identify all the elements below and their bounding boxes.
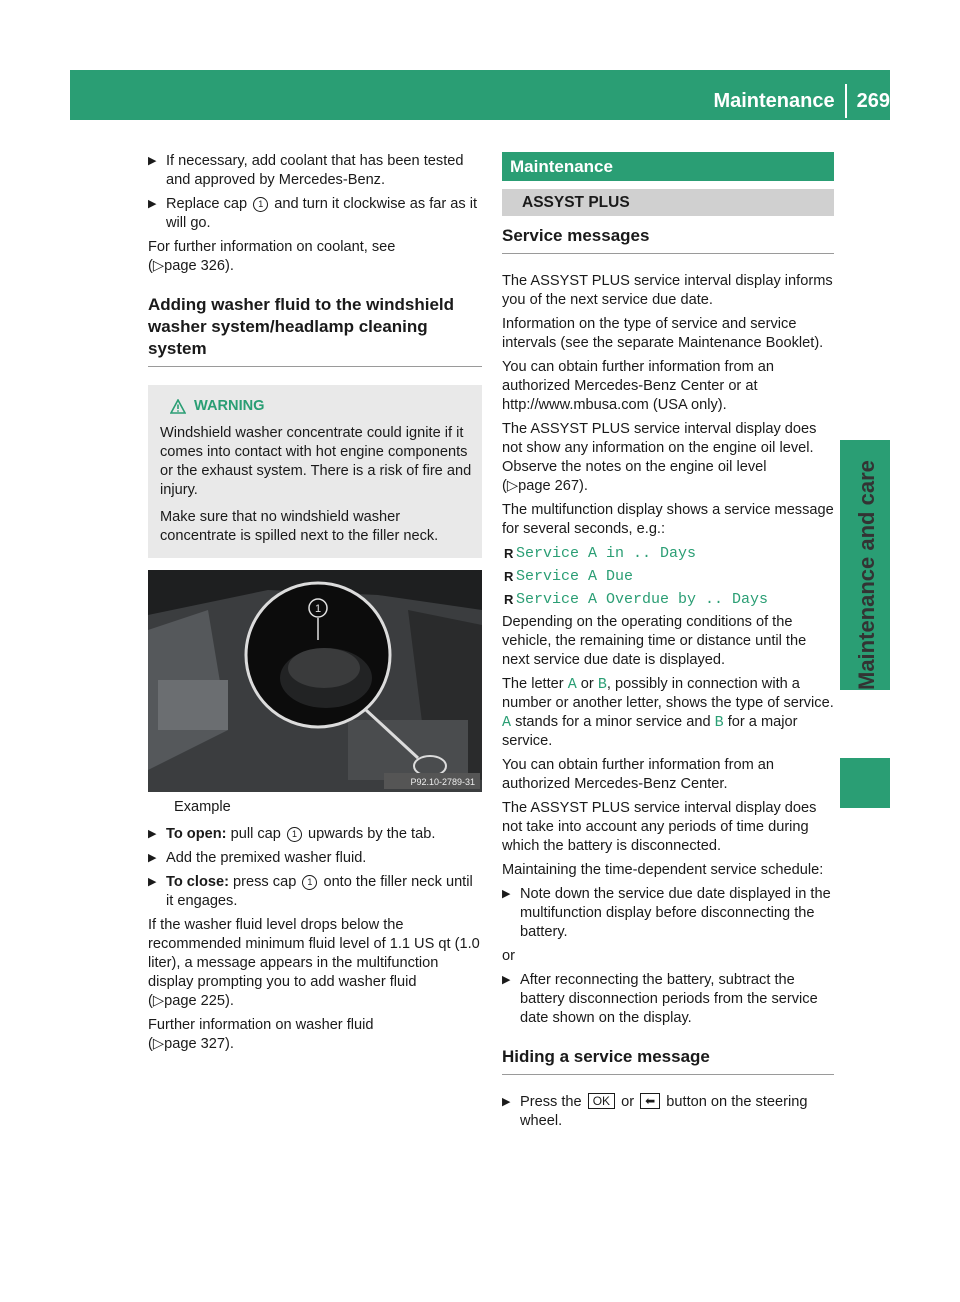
step-text: pull cap [230, 826, 281, 842]
instruction-step [502, 971, 834, 1028]
subsection-banner: ASSYST PLUS [502, 189, 834, 216]
paragraph-text: or [580, 676, 594, 692]
page-ref-icon: ▷ [152, 1036, 165, 1052]
paragraph: Information on the type of service and service intervals (see the separate Maintenance Booklet). [502, 316, 824, 351]
paragraph-text: , possibly in connection with a number or another letter, shows the type of service. [502, 676, 834, 711]
arrow-icon: ▶ [502, 888, 511, 900]
step-label: To open: [166, 826, 227, 842]
instruction-step [148, 195, 482, 233]
divider [502, 1074, 834, 1075]
instruction-step [502, 1093, 834, 1131]
step-text: and turn it clockwise as far as it will go. [166, 196, 478, 231]
paragraph-text: for a major service. [502, 714, 798, 749]
step-text: Note down the service due date displayed in the multifunction display before disconnecting the battery. [520, 886, 831, 940]
section-banner: Maintenance [502, 152, 834, 181]
header-title: Maintenance [713, 90, 835, 112]
paragraph-text: The letter [502, 676, 564, 692]
arrow-icon: ▶ [502, 1096, 511, 1108]
engine-bay-photo [148, 570, 482, 792]
side-tab-marker [840, 758, 890, 808]
paragraph: You can obtain further information from an authorized Mercedes-Benz Center. [502, 757, 775, 792]
paragraph-text: The ASSYST PLUS service interval display does not show any information on the engine oil level. Observe the notes on the engine oil level [502, 421, 817, 475]
callout-1-icon: 1 [287, 827, 302, 842]
arrow-icon: ▶ [502, 974, 511, 986]
page-number: 269 [856, 90, 890, 112]
display-letter: B [714, 714, 724, 731]
warning-text: Windshield washer concentrate could ignite if it comes into contact with hot engine components or the exhaust system. There is a risk of fire and injury. [160, 425, 472, 498]
left-column [148, 152, 482, 1059]
section-heading: Adding washer fluid to the windshield washer system/headlamp cleaning system [148, 295, 454, 358]
paragraph: The ASSYST PLUS service interval display does not take into account any periods of time during which the battery is disconnected. [502, 800, 817, 854]
warning-icon [170, 399, 186, 414]
arrow-icon: ▶ [148, 155, 157, 167]
paragraph: or [502, 948, 515, 964]
instruction-step [148, 825, 482, 844]
further-info: Further information on washer fluid (▷page 327). [148, 1017, 374, 1052]
right-column [502, 152, 834, 1136]
ok-key: OK [588, 1093, 615, 1109]
callout-1-icon: 1 [302, 875, 317, 890]
page-ref-icon: ▷ [506, 478, 519, 494]
arrow-icon: ▶ [148, 828, 157, 840]
step-text: onto the filler neck until it engages. [166, 874, 473, 909]
coolant-reference: For further information on coolant, see (▷page 326). [148, 239, 396, 274]
instruction-step [148, 152, 482, 190]
page-ref-icon: ▷ [152, 258, 165, 274]
bullet-icon: R [504, 592, 514, 607]
page-link[interactable]: page 225). [164, 993, 234, 1009]
step-text: Replace cap [166, 196, 248, 212]
paragraph: You can obtain further information from an authorized Mercedes-Benz Center or at http://www.mbusa.com (USA only). [502, 359, 775, 413]
step-text: If necessary, add coolant that has been tested and approved by Mercedes-Benz. [166, 153, 464, 188]
step-text: Add the premixed washer fluid. [166, 850, 367, 866]
step-text: After reconnecting the battery, subtract the battery disconnection periods from the service date shown on the display. [520, 972, 818, 1026]
list-item [502, 567, 834, 586]
display-message: Service A Due [516, 568, 634, 585]
step-text: button on the steering wheel. [520, 1094, 808, 1129]
image-code: P92.10-2789-31 [410, 777, 475, 787]
paragraph [502, 675, 834, 751]
warning-text: Make sure that no windshield washer concentrate is spilled next to the filler neck. [160, 509, 439, 544]
bullet-icon: R [504, 569, 514, 584]
page-link[interactable]: page 267). [518, 478, 588, 494]
image-caption: Example [174, 799, 231, 815]
paragraph: The multifunction display shows a service message for several seconds, e.g.: [502, 502, 834, 537]
arrow-icon: ▶ [148, 198, 157, 210]
paragraph: The ASSYST PLUS service interval display informs you of the next service due date. [502, 273, 833, 308]
display-message: Service A in .. Days [516, 545, 697, 562]
list-item [502, 544, 834, 563]
paragraph-text: stands for a minor service and [515, 714, 711, 730]
instruction-step [502, 885, 834, 942]
warning-box [148, 385, 482, 558]
header-separator [845, 84, 847, 118]
section-heading: Hiding a service message [502, 1047, 710, 1066]
bullet-icon: R [504, 546, 514, 561]
warning-label: WARNING [194, 398, 265, 414]
paragraph: Depending on the operating conditions of the vehicle, the remaining time or distance until the next service due date is displayed. [502, 614, 807, 668]
step-text: or [621, 1094, 635, 1110]
divider [148, 366, 482, 367]
header [713, 86, 890, 116]
instruction-step [148, 849, 482, 868]
arrow-icon: ▶ [148, 876, 157, 888]
display-message: Service A Overdue by .. Days [516, 591, 769, 608]
paragraph: Maintaining the time-dependent service schedule: [502, 862, 824, 878]
step-text: upwards by the tab. [308, 826, 436, 842]
display-letter: A [502, 714, 512, 731]
section-heading: Service messages [502, 226, 650, 245]
callout-1-icon: 1 [314, 603, 322, 615]
step-text: press cap [233, 874, 297, 890]
divider [502, 253, 834, 254]
arrow-icon: ▶ [148, 852, 157, 864]
back-key-icon: ⬅ [640, 1093, 660, 1109]
display-letter: B [597, 676, 607, 693]
note-text: Further information on washer fluid [148, 1017, 374, 1033]
display-letter: A [567, 676, 577, 693]
step-label: To close: [166, 874, 229, 890]
side-tab-label: Maintenance and care [854, 460, 879, 690]
instruction-step [148, 873, 482, 911]
page-ref-icon: ▷ [152, 993, 165, 1009]
callout-1-icon: 1 [253, 197, 268, 212]
warning-title [160, 397, 472, 416]
note-text: If the washer fluid level drops below the recommended minimum fluid level of 1.1 US qt (1.0 liter), a message appears in the multifunction display prompting you to add washer fluid [148, 917, 480, 990]
page-link[interactable]: page 327). [164, 1036, 234, 1052]
paragraph: The ASSYST PLUS service interval display does not show any information on the engine oil level. Observe the notes on the engine oil level (▷page 267). [502, 421, 817, 494]
list-item [502, 590, 834, 609]
fluid-level-note: If the washer fluid level drops below the recommended minimum fluid level of 1.1 US qt (1.0 liter), a message appears in the multifunction display prompting you to add washer fluid (▷page 225). [148, 917, 480, 1009]
reference-text: For further information on coolant, see [148, 239, 396, 255]
step-text: Press the [520, 1094, 582, 1110]
page-link[interactable]: page 326). [164, 258, 234, 274]
